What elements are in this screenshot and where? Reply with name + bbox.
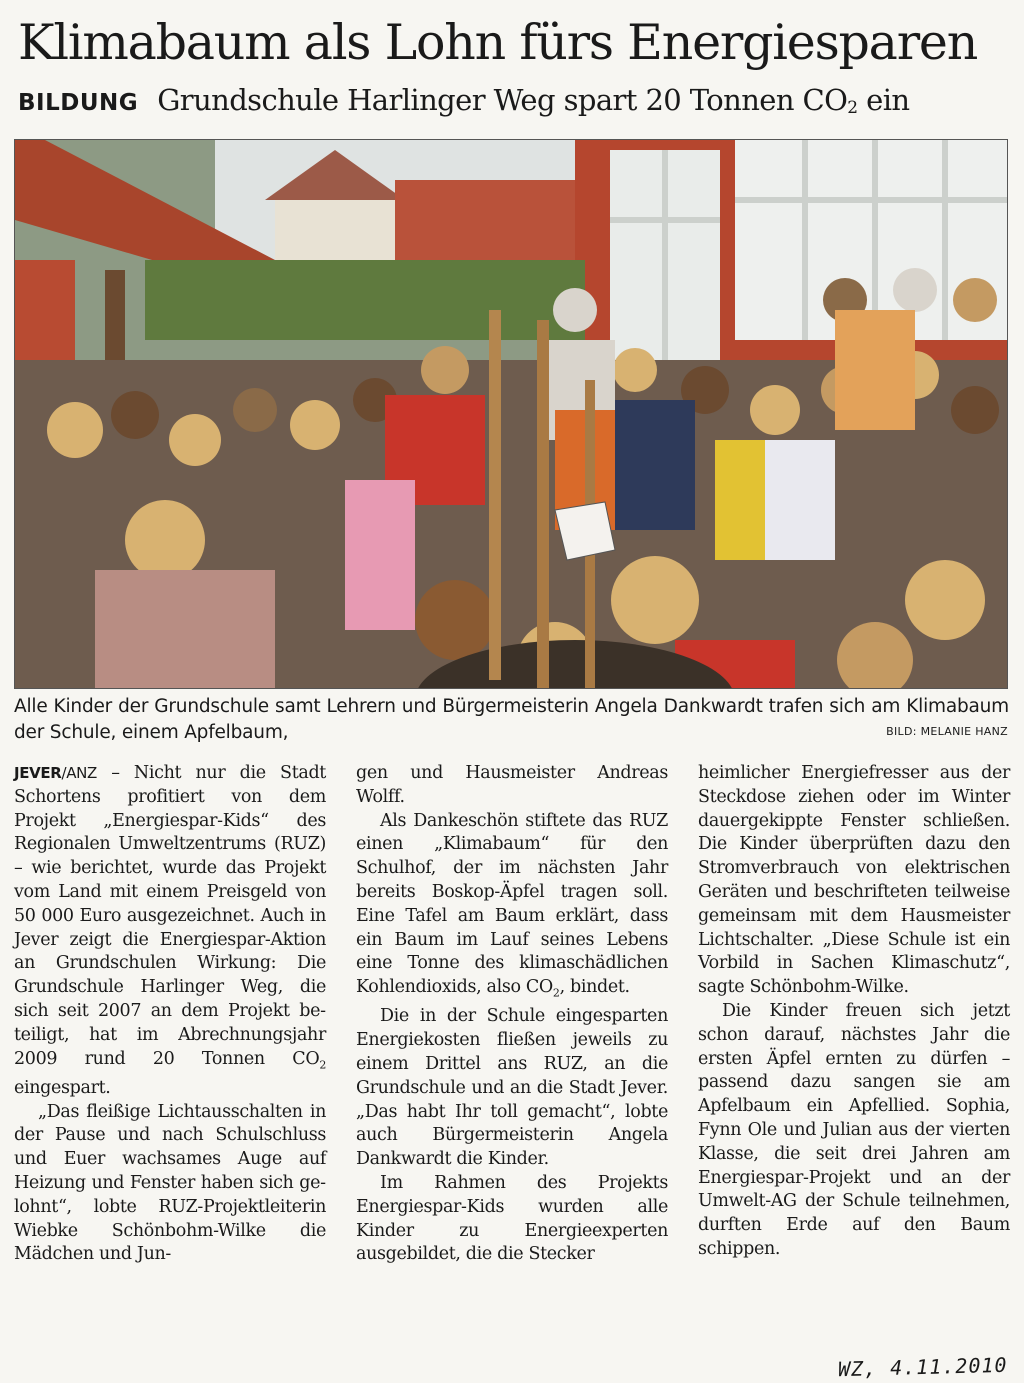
paragraph-text: – Nicht nur die Stadt Schortens profitiert von dem Projekt „Energiespar-Kids“ des Regionalen Umweltzentrums (RUZ) – wie berichtet, wurde das Projekt vom Land mit einem Preisgeld von 50 000 Euro ausgezeichnet. Auch in Jever zeigt die Energiespar-Aktion an Grundschulen Wirkung: Die Grundschule Harlinger Weg, die sich seit 2007 an dem Projekt beteiligt, hat im Abrechnungsjahr 2009 rund 20 Tonnen CO <box>14 763 326 1069</box>
subscript: 2 <box>552 986 560 1000</box>
paragraph-text-end: eingespart. <box>14 1077 111 1098</box>
article-body <box>14 762 1010 1334</box>
handwritten-date-annotation: WZ, 4.11.2010 <box>838 1352 1009 1382</box>
paragraph: gen und Hausmeister Andreas Wolff. <box>356 763 668 807</box>
photo-caption: Alle Kinder der Grundschule samt Lehrern und Bürgermeisterin Angela Dankwardt trafen sich am Klimabaum der Schule, einem Apfelbaum, <box>14 696 1009 743</box>
column-3 <box>698 762 1010 1334</box>
column-1 <box>14 762 326 1334</box>
article-photo <box>14 139 1008 689</box>
paragraph: Die in der Schule eingesparten Energiekosten fließen jeweils zu einem Drittel ans RUZ, an die Grundschule und an die Stadt Jever. „Das habt Ihr toll gemacht“, lobte auch Bürgermeisterin Angela Dankwardt die Kinder. <box>356 1006 668 1170</box>
paragraph: heimlicher Energiefresser aus der Steckdose ziehen oder im Winter dauergekippte Fenster schließen. Die Kinder überprüften dazu den Stromverbrauch von elektrischen Geräten und beschrifteten teilweise gemeinsam mit dem Hausmeister Lichtschalter. „Diese Schule ist ein Vorbild in Sachen Klimaschutz“, sagte Schönbohm-Wilke. <box>698 763 1010 998</box>
dateline <box>14 764 97 782</box>
column-2 <box>356 762 668 1334</box>
deck-main: Grundschule Harlinger Weg spart 20 Tonnen CO <box>157 83 848 117</box>
paragraph: Die Kinder freuen sich jetzt schon darauf, nächstes Jahr die ersten Äpfel ernten zu dürfen – passend dazu sangen sie am Apfelbaum ein Apfellied. Sophia, Fynn Ole und Julian aus der vierten Klasse, die seit drei Jahren am Energiespar-Projekt und an der Umwelt-AG der Schule teilnehmen, durften Erde auf den Baum schippen. <box>698 1000 1010 1259</box>
paragraph: „Das fleißige Lichtausschalten in der Pause und nach Schulschluss und Euer wachsames Auge auf Heizung und Fenster haben sich gelohnt“, lobte RUZ-Projektleiterin Wiebke Schönbohm-Wilke die Mädchen und Jun- <box>14 1101 326 1265</box>
dateline-agency: /ANZ <box>61 764 97 782</box>
deck-subscript: 2 <box>847 98 858 118</box>
deck-end: ein <box>857 83 910 117</box>
subscript: 2 <box>319 1058 326 1072</box>
paragraph: Im Rahmen des Projekts Energiespar-Kids wurden alle Kinder zu Energieexperten ausgebildet, die die Stecker <box>356 1173 668 1265</box>
headline: Klimabaum als Lohn fürs Energiesparen <box>18 14 978 71</box>
subheadline <box>18 80 1018 128</box>
paragraph <box>14 762 326 1101</box>
dateline-place: JEVER <box>14 764 62 782</box>
paragraph-text-end: , bindet. <box>559 977 630 998</box>
section-kicker: BILDUNG <box>18 90 139 116</box>
paragraph <box>356 810 668 1006</box>
photo-credit: BILD: MELANIE HANZ <box>886 725 1008 738</box>
paragraph-text: Als Dankeschön stiftete das RUZ einen „Klimabaum“ für den Schulhof, der im nächsten Jahr bereits Boskop-Äpfel tragen soll. Eine Tafel am Baum erklärt, dass ein Baum im Lauf seines Lebens eine Tonne des klimaschädlichen Kohlendioxids, also CO <box>356 810 668 998</box>
photo-illustration <box>15 140 1007 688</box>
deck <box>157 83 909 117</box>
